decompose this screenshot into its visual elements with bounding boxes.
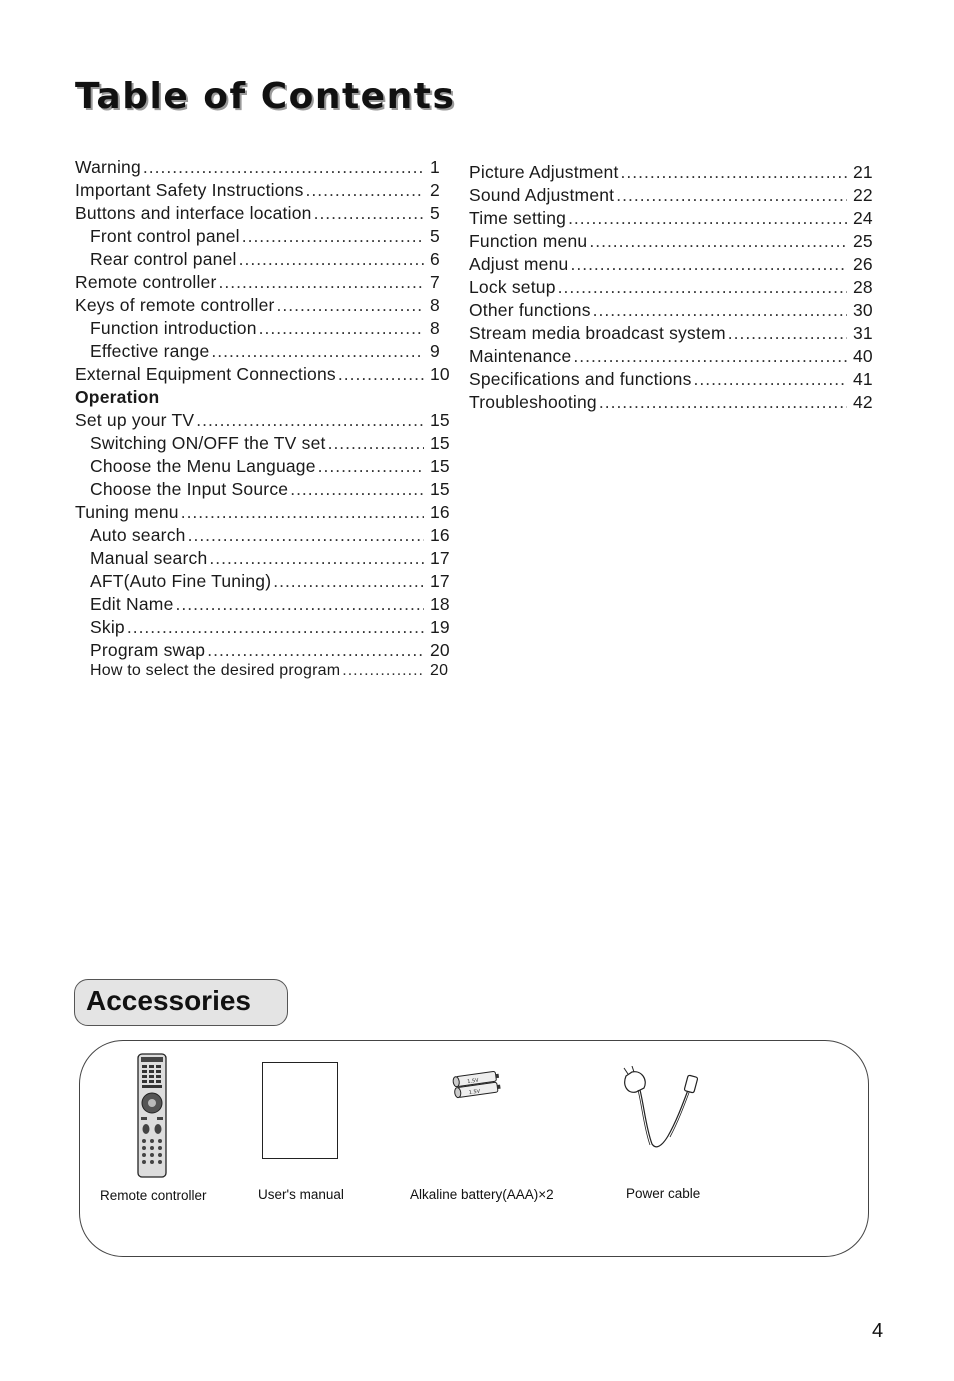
toc-entry-page: 15 bbox=[430, 433, 450, 453]
toc-entry-page: 6 bbox=[430, 249, 440, 269]
toc-entry-page: 24 bbox=[853, 208, 873, 228]
toc-entry-page: 15 bbox=[430, 479, 450, 499]
toc-entry-label: Adjust menu bbox=[469, 254, 569, 274]
remote-controller-icon bbox=[136, 1053, 168, 1179]
toc-leader-dots bbox=[342, 660, 424, 682]
toc-entry-label: Set up your TV bbox=[75, 410, 195, 430]
toc-entry-label: Buttons and interface location bbox=[75, 203, 312, 223]
toc-entry bbox=[90, 639, 458, 661]
toc-entry bbox=[90, 570, 458, 592]
toc-entry bbox=[469, 391, 881, 413]
accessories-title: Accessories bbox=[86, 985, 252, 1016]
toc-entry-label: Auto search bbox=[90, 525, 186, 545]
toc-entry-label: Function introduction bbox=[90, 318, 257, 338]
toc-entry-page: 20 bbox=[430, 640, 450, 660]
toc-entry bbox=[90, 478, 458, 500]
toc-entry bbox=[90, 340, 458, 362]
toc-leader-dots bbox=[239, 248, 424, 270]
toc-entry bbox=[90, 616, 458, 638]
toc-entry-label: Effective range bbox=[90, 341, 210, 361]
toc-entry-page: 9 bbox=[430, 341, 440, 361]
toc-entry-page: 15 bbox=[430, 456, 450, 476]
toc-entry bbox=[469, 345, 881, 367]
toc-leader-dots bbox=[568, 207, 847, 229]
toc-entry-label: Specifications and functions bbox=[469, 369, 692, 389]
toc-entry-page: 20 bbox=[430, 662, 449, 679]
toc-entry-label: Operation bbox=[75, 387, 160, 407]
toc-leader-dots bbox=[728, 322, 847, 344]
toc-entry-page: 8 bbox=[430, 295, 440, 315]
toc-entry-label: Rear control panel bbox=[90, 249, 237, 269]
toc-leader-dots bbox=[176, 593, 425, 615]
toc-entry bbox=[469, 184, 881, 206]
toc-entry bbox=[90, 524, 458, 546]
toc-entry-label: Manual search bbox=[90, 548, 208, 568]
toc-entry bbox=[90, 225, 458, 247]
toc-entry bbox=[469, 161, 881, 183]
toc-leader-dots bbox=[328, 432, 424, 454]
toc-leader-dots bbox=[242, 225, 424, 247]
toc-entry bbox=[75, 202, 458, 224]
toc-entry bbox=[90, 593, 458, 615]
toc-entry-label: Sound Adjustment bbox=[469, 185, 615, 205]
toc-entry bbox=[469, 253, 881, 275]
toc-entry-label: Troubleshooting bbox=[469, 392, 597, 412]
toc-entry-page: 18 bbox=[430, 594, 450, 614]
toc-entry-label: Skip bbox=[90, 617, 125, 637]
toc-leader-dots bbox=[127, 616, 424, 638]
page-title: Table of Contents bbox=[75, 76, 456, 117]
toc-entry-label: Lock setup bbox=[469, 277, 556, 297]
toc-entry bbox=[90, 432, 458, 454]
toc-leader-dots bbox=[616, 184, 847, 206]
toc-entry-label: How to select the desired program bbox=[90, 662, 341, 679]
toc-leader-dots bbox=[573, 345, 847, 367]
toc-entry bbox=[469, 322, 881, 344]
toc-entry-label: Other functions bbox=[469, 300, 591, 320]
toc-entry bbox=[75, 294, 458, 316]
toc-leader-dots bbox=[181, 501, 424, 523]
toc-leader-dots bbox=[306, 179, 424, 201]
toc-entry-label: Important Safety Instructions bbox=[75, 180, 304, 200]
accessory-label-manual: User's manual bbox=[258, 1187, 344, 1202]
toc-entry-label: Choose the Input Source bbox=[90, 479, 289, 499]
toc-entry bbox=[75, 156, 458, 178]
accessory-label-remote: Remote controller bbox=[100, 1188, 207, 1203]
toc-entry bbox=[90, 660, 458, 682]
toc-entry-label: Remote controller bbox=[75, 272, 217, 292]
toc-entry-page: 42 bbox=[853, 392, 873, 412]
toc-entry-label: Keys of remote controller bbox=[75, 295, 275, 315]
toc-entry bbox=[75, 271, 458, 293]
toc-entry-page: 22 bbox=[853, 185, 873, 205]
toc-leader-dots bbox=[318, 455, 424, 477]
toc-leader-dots bbox=[143, 156, 424, 178]
toc-leader-dots bbox=[593, 299, 847, 321]
toc-entry-page: 1 bbox=[430, 157, 440, 177]
toc-entry-page: 17 bbox=[430, 548, 450, 568]
toc-entry-page: 40 bbox=[853, 346, 873, 366]
toc-section-heading bbox=[75, 386, 458, 408]
toc-entry-page: 26 bbox=[853, 254, 873, 274]
toc-entry-page: 25 bbox=[853, 231, 873, 251]
toc-entry bbox=[75, 363, 458, 385]
toc-entry-page: 2 bbox=[430, 180, 440, 200]
toc-leader-dots bbox=[273, 570, 424, 592]
accessory-label-battery: Alkaline battery(AAA)×2 bbox=[410, 1187, 554, 1202]
toc-entry-label: Picture Adjustment bbox=[469, 162, 619, 182]
toc-entry-page: 28 bbox=[853, 277, 873, 297]
toc-entry-label: Edit Name bbox=[90, 594, 174, 614]
toc-entry-label: Choose the Menu Language bbox=[90, 456, 316, 476]
toc-entry-label: Function menu bbox=[469, 231, 588, 251]
toc-entry-page: 10 bbox=[430, 364, 450, 384]
toc-entry bbox=[75, 409, 458, 431]
toc-entry bbox=[75, 179, 458, 201]
toc-entry-page: 5 bbox=[430, 203, 440, 223]
toc-entry bbox=[90, 248, 458, 270]
toc-entry-page: 16 bbox=[430, 502, 450, 522]
toc-entry-label: Front control panel bbox=[90, 226, 240, 246]
toc-entry bbox=[469, 276, 881, 298]
toc-entry-page: 19 bbox=[430, 617, 450, 637]
toc-entry-page: 17 bbox=[430, 571, 450, 591]
toc-leader-dots bbox=[558, 276, 847, 298]
toc-entry-page: 8 bbox=[430, 318, 440, 338]
toc-entry-page: 7 bbox=[430, 272, 440, 292]
toc-leader-dots bbox=[188, 524, 424, 546]
toc-leader-dots bbox=[219, 271, 424, 293]
toc-entry-label: AFT(Auto Fine Tuning) bbox=[90, 571, 272, 591]
toc-entry bbox=[90, 455, 458, 477]
toc-leader-dots bbox=[338, 363, 424, 385]
toc-leader-dots bbox=[570, 253, 847, 275]
toc-entry-label: Stream media broadcast system bbox=[469, 323, 726, 343]
toc-entry bbox=[90, 547, 458, 569]
toc-entry bbox=[75, 501, 458, 523]
toc-leader-dots bbox=[290, 478, 424, 500]
toc-leader-dots bbox=[694, 368, 847, 390]
page-number: 4 bbox=[872, 1320, 884, 1342]
toc-entry-label: Maintenance bbox=[469, 346, 572, 366]
toc-entry-page: 15 bbox=[430, 410, 450, 430]
toc-entry-label: Switching ON/OFF the TV set bbox=[90, 433, 326, 453]
toc-leader-dots bbox=[259, 317, 424, 339]
toc-leader-dots bbox=[209, 547, 424, 569]
toc-leader-dots bbox=[314, 202, 424, 224]
toc-leader-dots bbox=[589, 230, 847, 252]
battery-icon bbox=[450, 1070, 502, 1102]
toc-entry-page: 16 bbox=[430, 525, 450, 545]
toc-entry bbox=[469, 299, 881, 321]
power-cable-icon bbox=[618, 1066, 708, 1150]
toc-entry-page: 41 bbox=[853, 369, 873, 389]
toc-entry-label: External Equipment Connections bbox=[75, 364, 336, 384]
toc-leader-dots bbox=[207, 639, 424, 661]
toc-leader-dots bbox=[277, 294, 424, 316]
toc-entry bbox=[469, 230, 881, 252]
toc-entry-label: Time setting bbox=[469, 208, 567, 228]
toc-entry-label: Warning bbox=[75, 157, 141, 177]
toc-entry-page: 31 bbox=[853, 323, 873, 343]
accessory-label-power-cable: Power cable bbox=[626, 1186, 701, 1201]
toc-leader-dots bbox=[621, 161, 847, 183]
toc-leader-dots bbox=[599, 391, 847, 413]
toc-leader-dots bbox=[196, 409, 424, 431]
toc-entry bbox=[469, 368, 881, 390]
battery-marking-1: 1.5V bbox=[466, 1077, 480, 1086]
toc-entry-label: Program swap bbox=[90, 640, 206, 660]
toc-entry-label: Tuning menu bbox=[75, 502, 179, 522]
manual-icon bbox=[262, 1062, 338, 1159]
toc-entry bbox=[469, 207, 881, 229]
toc-entry-page: 21 bbox=[853, 162, 873, 182]
battery-marking-2: 1.5V bbox=[468, 1088, 481, 1097]
toc-entry bbox=[90, 317, 458, 339]
toc-entry-page: 30 bbox=[853, 300, 873, 320]
toc-entry-page: 5 bbox=[430, 226, 440, 246]
toc-leader-dots bbox=[211, 340, 424, 362]
